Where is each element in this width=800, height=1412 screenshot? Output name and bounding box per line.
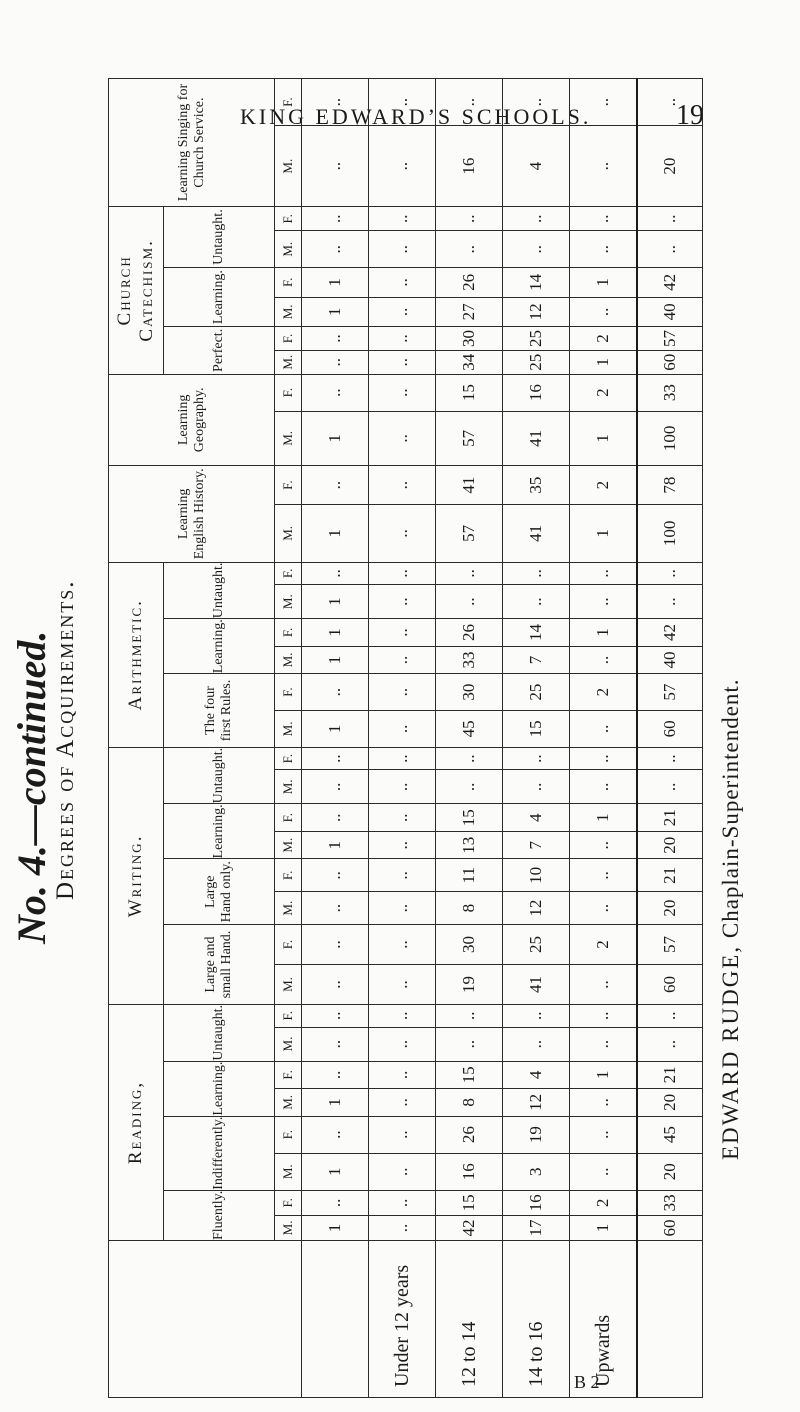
sex-column-header: F. [275,268,302,298]
table-cell: 25 [503,327,570,351]
sex-column-header: F. [275,1005,302,1028]
sex-column-header: M. [275,965,302,1005]
sex-column-header: F. [275,619,302,647]
sex-column-header: F. [275,925,302,965]
group-reading: Reading, [109,1005,164,1241]
table-cell: 25 [503,925,570,965]
table-cell: 45 [436,711,503,748]
group-church-catechism: Church Catechism. [109,207,164,374]
header-reading-untaught: Untaught. [164,1005,275,1062]
table-cell: 4 [503,804,570,832]
table-cell: .. [436,231,503,268]
table-cell: 60 [637,711,703,748]
table-cell: 15 [436,1061,503,1089]
table-cell: 1 [570,268,638,298]
table-cell: .. [503,207,570,231]
table-cell: .. [637,585,703,619]
table-cell: .. [302,804,369,832]
table-cell: 2 [570,1190,638,1215]
row-label: 14 to 16 [503,1241,570,1398]
table-cell: 7 [503,831,570,859]
table-cell: .. [570,585,638,619]
sex-column-header: M. [275,505,302,562]
table-cell: 12 [503,297,570,327]
table-cell: .. [369,585,436,619]
table-cell: .. [369,466,436,505]
totals-row [637,79,703,1398]
signature-name: EDWARD RUDGE, [718,944,743,1160]
sex-column-header: F. [275,804,302,832]
table-cell: .. [369,1190,436,1215]
table-cell: 1 [302,505,369,562]
table-cell: .. [570,1027,638,1061]
table-cell: .. [570,892,638,925]
table-cell: .. [369,126,436,207]
table-cell: 1 [302,831,369,859]
table-cell: 45 [637,1116,703,1153]
table-cell: .. [369,1215,436,1240]
table-cell: .. [436,79,503,126]
table-cell: .. [436,562,503,585]
table-cell: 40 [637,646,703,674]
sex-column-header: M. [275,1153,302,1190]
row-label [302,1241,369,1398]
table-cell: 16 [503,374,570,411]
table-cell: .. [570,747,638,770]
table-cell: 17 [503,1215,570,1240]
table-cell: .. [369,831,436,859]
table-cell: .. [302,1005,369,1028]
table-cell: 1 [302,268,369,298]
table-cell: 3 [503,1153,570,1190]
table-cell: 16 [436,1153,503,1190]
table-cell: .. [369,1153,436,1190]
table-cell: 8 [436,1089,503,1117]
table-cell: .. [570,207,638,231]
table-cell: .. [570,711,638,748]
table-cell: .. [369,770,436,804]
header-large-and-small-hand: Large and small Hand. [164,925,275,1005]
table-cell: .. [369,646,436,674]
sex-column-header: F. [275,674,302,711]
table-cell: 1 [570,804,638,832]
table-cell: .. [503,231,570,268]
group-arithmetic: Arithmetic. [109,562,164,747]
table-cell: 7 [503,646,570,674]
table-cell: 2 [570,674,638,711]
table-cell: 42 [436,1215,503,1240]
table-cell: 60 [637,1215,703,1240]
table-cell: 57 [637,674,703,711]
table-row [503,79,570,1398]
table-cell: .. [503,585,570,619]
table-cell: .. [369,327,436,351]
table-cell: 1 [302,1215,369,1240]
header-arithmetic-untaught: Untaught. [164,562,275,619]
table-cell: .. [436,585,503,619]
sex-column-header: F. [275,79,302,126]
table-cell: 30 [436,327,503,351]
table-cell: 19 [503,1116,570,1153]
sex-column-header: M. [275,1027,302,1061]
table-cell: 26 [436,619,503,647]
table-cell: .. [369,79,436,126]
table-cell: 41 [503,965,570,1005]
table-cell: 1 [302,646,369,674]
table-cell: 15 [436,374,503,411]
statistics-table-rotated [108,78,679,1398]
table-cell: .. [436,770,503,804]
sex-column-header: F. [275,1116,302,1153]
sex-column-header: F. [275,562,302,585]
table-cell: .. [302,925,369,965]
table-cell: 20 [637,1089,703,1117]
table-cell: .. [637,1027,703,1061]
table-cell: 19 [436,965,503,1005]
table-cell: 25 [503,350,570,374]
table-cell: 14 [503,268,570,298]
table-cell: .. [302,1190,369,1215]
table-cell: .. [369,965,436,1005]
table-cell: .. [436,1005,503,1028]
table-cell: 1 [302,711,369,748]
table-cell: .. [302,965,369,1005]
table-cell: 15 [436,1190,503,1215]
header-four-first-rules: The four first Rules. [164,674,275,748]
table-cell: 78 [637,466,703,505]
table-cell: .. [637,79,703,126]
header-fluently: Fluently. [164,1190,275,1240]
sex-column-header: F. [275,747,302,770]
table-cell: 1 [302,585,369,619]
table-cell: 30 [436,674,503,711]
sex-column-header: F. [275,207,302,231]
table-cell: .. [369,674,436,711]
table-cell: .. [503,747,570,770]
table-cell: 1 [570,505,638,562]
table-row [369,79,436,1398]
table-cell: 100 [637,411,703,465]
table-cell: 1 [570,619,638,647]
sex-column-header: M. [275,585,302,619]
table-cell: .. [369,207,436,231]
table-cell: 15 [436,804,503,832]
table-cell: .. [637,562,703,585]
table-cell: 20 [637,892,703,925]
table-subtitle: Degrees of Acquirements. [52,579,79,900]
table-cell: .. [369,231,436,268]
sex-column-header: M. [275,831,302,859]
table-cell: .. [369,804,436,832]
sex-column-header: M. [275,231,302,268]
table-cell: .. [369,892,436,925]
table-cell: .. [302,327,369,351]
table-cell: .. [302,892,369,925]
row-label: Upwards [570,1241,638,1398]
table-cell: .. [369,619,436,647]
row-label [637,1241,703,1398]
table-cell: .. [302,126,369,207]
table-cell: .. [369,505,436,562]
table-cell: 2 [570,327,638,351]
table-cell: 40 [637,297,703,327]
table-cell: 33 [436,646,503,674]
table-cell: .. [503,562,570,585]
header-writing-untaught: Untaught. [164,747,275,804]
table-cell: 12 [503,892,570,925]
table-cell: .. [369,1027,436,1061]
table-cell: 20 [637,126,703,207]
table-cell: .. [369,350,436,374]
table-cell: .. [369,711,436,748]
table-cell: 41 [503,505,570,562]
table-cell: .. [503,1027,570,1061]
sex-column-header: F. [275,466,302,505]
sex-column-header: F. [275,859,302,892]
group-writing: Writing. [109,747,164,1004]
table-cell: .. [302,466,369,505]
table-cell: 14 [503,619,570,647]
table-cell: .. [369,1005,436,1028]
table-cell: .. [302,747,369,770]
table-cell: 16 [503,1190,570,1215]
signature [718,678,744,1160]
table-cell: .. [637,770,703,804]
sex-column-header: M. [275,892,302,925]
page-number: 19 [676,100,704,131]
table-cell: .. [436,1027,503,1061]
corner-cell [109,1241,302,1398]
table-cell: 2 [570,466,638,505]
mf-header-row [275,79,302,1398]
table-cell: .. [637,231,703,268]
table-cell: 21 [637,859,703,892]
header-perfect: Perfect. [164,327,275,374]
table-cell: .. [570,770,638,804]
table-cell: .. [369,1116,436,1153]
table-cell: 20 [637,831,703,859]
table-cell: 1 [302,297,369,327]
table-cell: .. [570,965,638,1005]
running-title: KING EDWARD’S SCHOOLS. [240,104,592,129]
table-cell: 1 [570,1061,638,1089]
table-cell: .. [369,562,436,585]
sex-column-header: M. [275,646,302,674]
header-reading-learning: Learning. [164,1061,275,1116]
table-cell: 35 [503,466,570,505]
table-cell: 1 [570,1215,638,1240]
table-cell: .. [369,297,436,327]
table-cell: .. [637,747,703,770]
sex-column-header: M. [275,350,302,374]
table-cell: 1 [570,350,638,374]
table-cell: 30 [436,925,503,965]
table-cell: .. [637,207,703,231]
table-cell: .. [369,859,436,892]
table-cell: .. [570,231,638,268]
table-cell: .. [369,747,436,770]
table-cell: 100 [637,505,703,562]
sex-column-header: M. [275,126,302,207]
table-cell: 1 [302,619,369,647]
sex-column-header: M. [275,1089,302,1117]
header-catechism-untaught: Untaught. [164,207,275,268]
header-indifferently: Indifferently. [164,1116,275,1190]
table-cell: .. [302,79,369,126]
table-cell: .. [570,859,638,892]
table-title: No. 4.—continued. [9,630,54,944]
table-cell: .. [570,126,638,207]
table-cell: .. [369,1089,436,1117]
table-cell: 57 [637,925,703,965]
table-cell: .. [570,1089,638,1117]
table-cell: .. [570,1153,638,1190]
sex-column-header: M. [275,1215,302,1240]
table-cell: .. [302,1116,369,1153]
table-cell: .. [302,859,369,892]
table-cell: 4 [503,1061,570,1089]
sex-column-header: M. [275,711,302,748]
header-english-history: Learning English History. [109,466,275,562]
table-cell: 57 [637,327,703,351]
table-cell: 1 [302,1153,369,1190]
header-large-hand-only: Large Hand only. [164,859,275,925]
table-cell: 1 [570,411,638,465]
table-cell: .. [369,1061,436,1089]
table-cell: 11 [436,859,503,892]
table-cell: .. [570,1116,638,1153]
table-cell: 4 [503,126,570,207]
table-cell: 60 [637,350,703,374]
header-arithmetic-learning: Learning. [164,619,275,674]
sex-column-header: M. [275,411,302,465]
table-cell: 12 [503,1089,570,1117]
table-cell: 41 [503,411,570,465]
header-catechism-learning: Learning. [164,268,275,327]
footer-signature-mark: B 2 [574,1372,600,1392]
table-cell: 57 [436,505,503,562]
table-cell: .. [570,831,638,859]
table-cell: .. [302,674,369,711]
table-cell: .. [302,350,369,374]
sex-column-header: M. [275,770,302,804]
table-cell: 15 [503,711,570,748]
table-cell: .. [570,1005,638,1028]
table-cell: .. [369,411,436,465]
table-cell: .. [302,374,369,411]
table-cell: .. [503,79,570,126]
table-cell: 33 [637,374,703,411]
table-cell: 16 [436,126,503,207]
table-cell: .. [436,207,503,231]
table-cell: 20 [637,1153,703,1190]
table-cell: 34 [436,350,503,374]
table-cell: 2 [570,925,638,965]
table-cell: 25 [503,674,570,711]
header-singing: Learning Singing for Church Service. [109,79,275,207]
header-geography: Learning Geography. [109,374,275,466]
table-cell: .. [302,207,369,231]
table-cell: .. [369,925,436,965]
table-cell: .. [570,562,638,585]
table-cell: 27 [436,297,503,327]
table-cell: 42 [637,619,703,647]
statistics-table [108,78,703,1398]
table-cell: 21 [637,1061,703,1089]
table-cell: 33 [637,1190,703,1215]
table-cell: .. [436,747,503,770]
signature-role: Chaplain-Superintendent. [718,678,743,939]
table-cell: 60 [637,965,703,1005]
table-cell: .. [369,374,436,411]
table-cell: .. [570,297,638,327]
table-cell: 1 [302,1089,369,1117]
table-cell: 21 [637,804,703,832]
row-label: 12 to 14 [436,1241,503,1398]
table-cell: .. [503,770,570,804]
table-cell: 1 [302,411,369,465]
sex-column-header: F. [275,1190,302,1215]
table-cell: .. [637,1005,703,1028]
table-row [436,79,503,1398]
table-cell: .. [302,770,369,804]
table-cell: 42 [637,268,703,298]
table-cell: .. [302,1027,369,1061]
header-writing-learning: Learning. [164,804,275,859]
table-cell: .. [570,79,638,126]
table-cell: .. [503,1005,570,1028]
table-cell: 26 [436,268,503,298]
table-cell: 10 [503,859,570,892]
table-cell: .. [302,1061,369,1089]
sex-column-header: F. [275,374,302,411]
table-cell: 57 [436,411,503,465]
table-row [570,79,638,1398]
table-cell: .. [570,646,638,674]
sex-column-header: F. [275,1061,302,1089]
row-label: Under 12 years [369,1241,436,1398]
sex-column-header: F. [275,327,302,351]
table-cell: .. [302,231,369,268]
table-cell: .. [302,562,369,585]
table-cell: 26 [436,1116,503,1153]
table-cell: 2 [570,374,638,411]
table-cell: 13 [436,831,503,859]
table-row [302,79,369,1398]
table-cell: 8 [436,892,503,925]
sex-column-header: M. [275,297,302,327]
table-cell: .. [369,268,436,298]
table-cell: 41 [436,466,503,505]
